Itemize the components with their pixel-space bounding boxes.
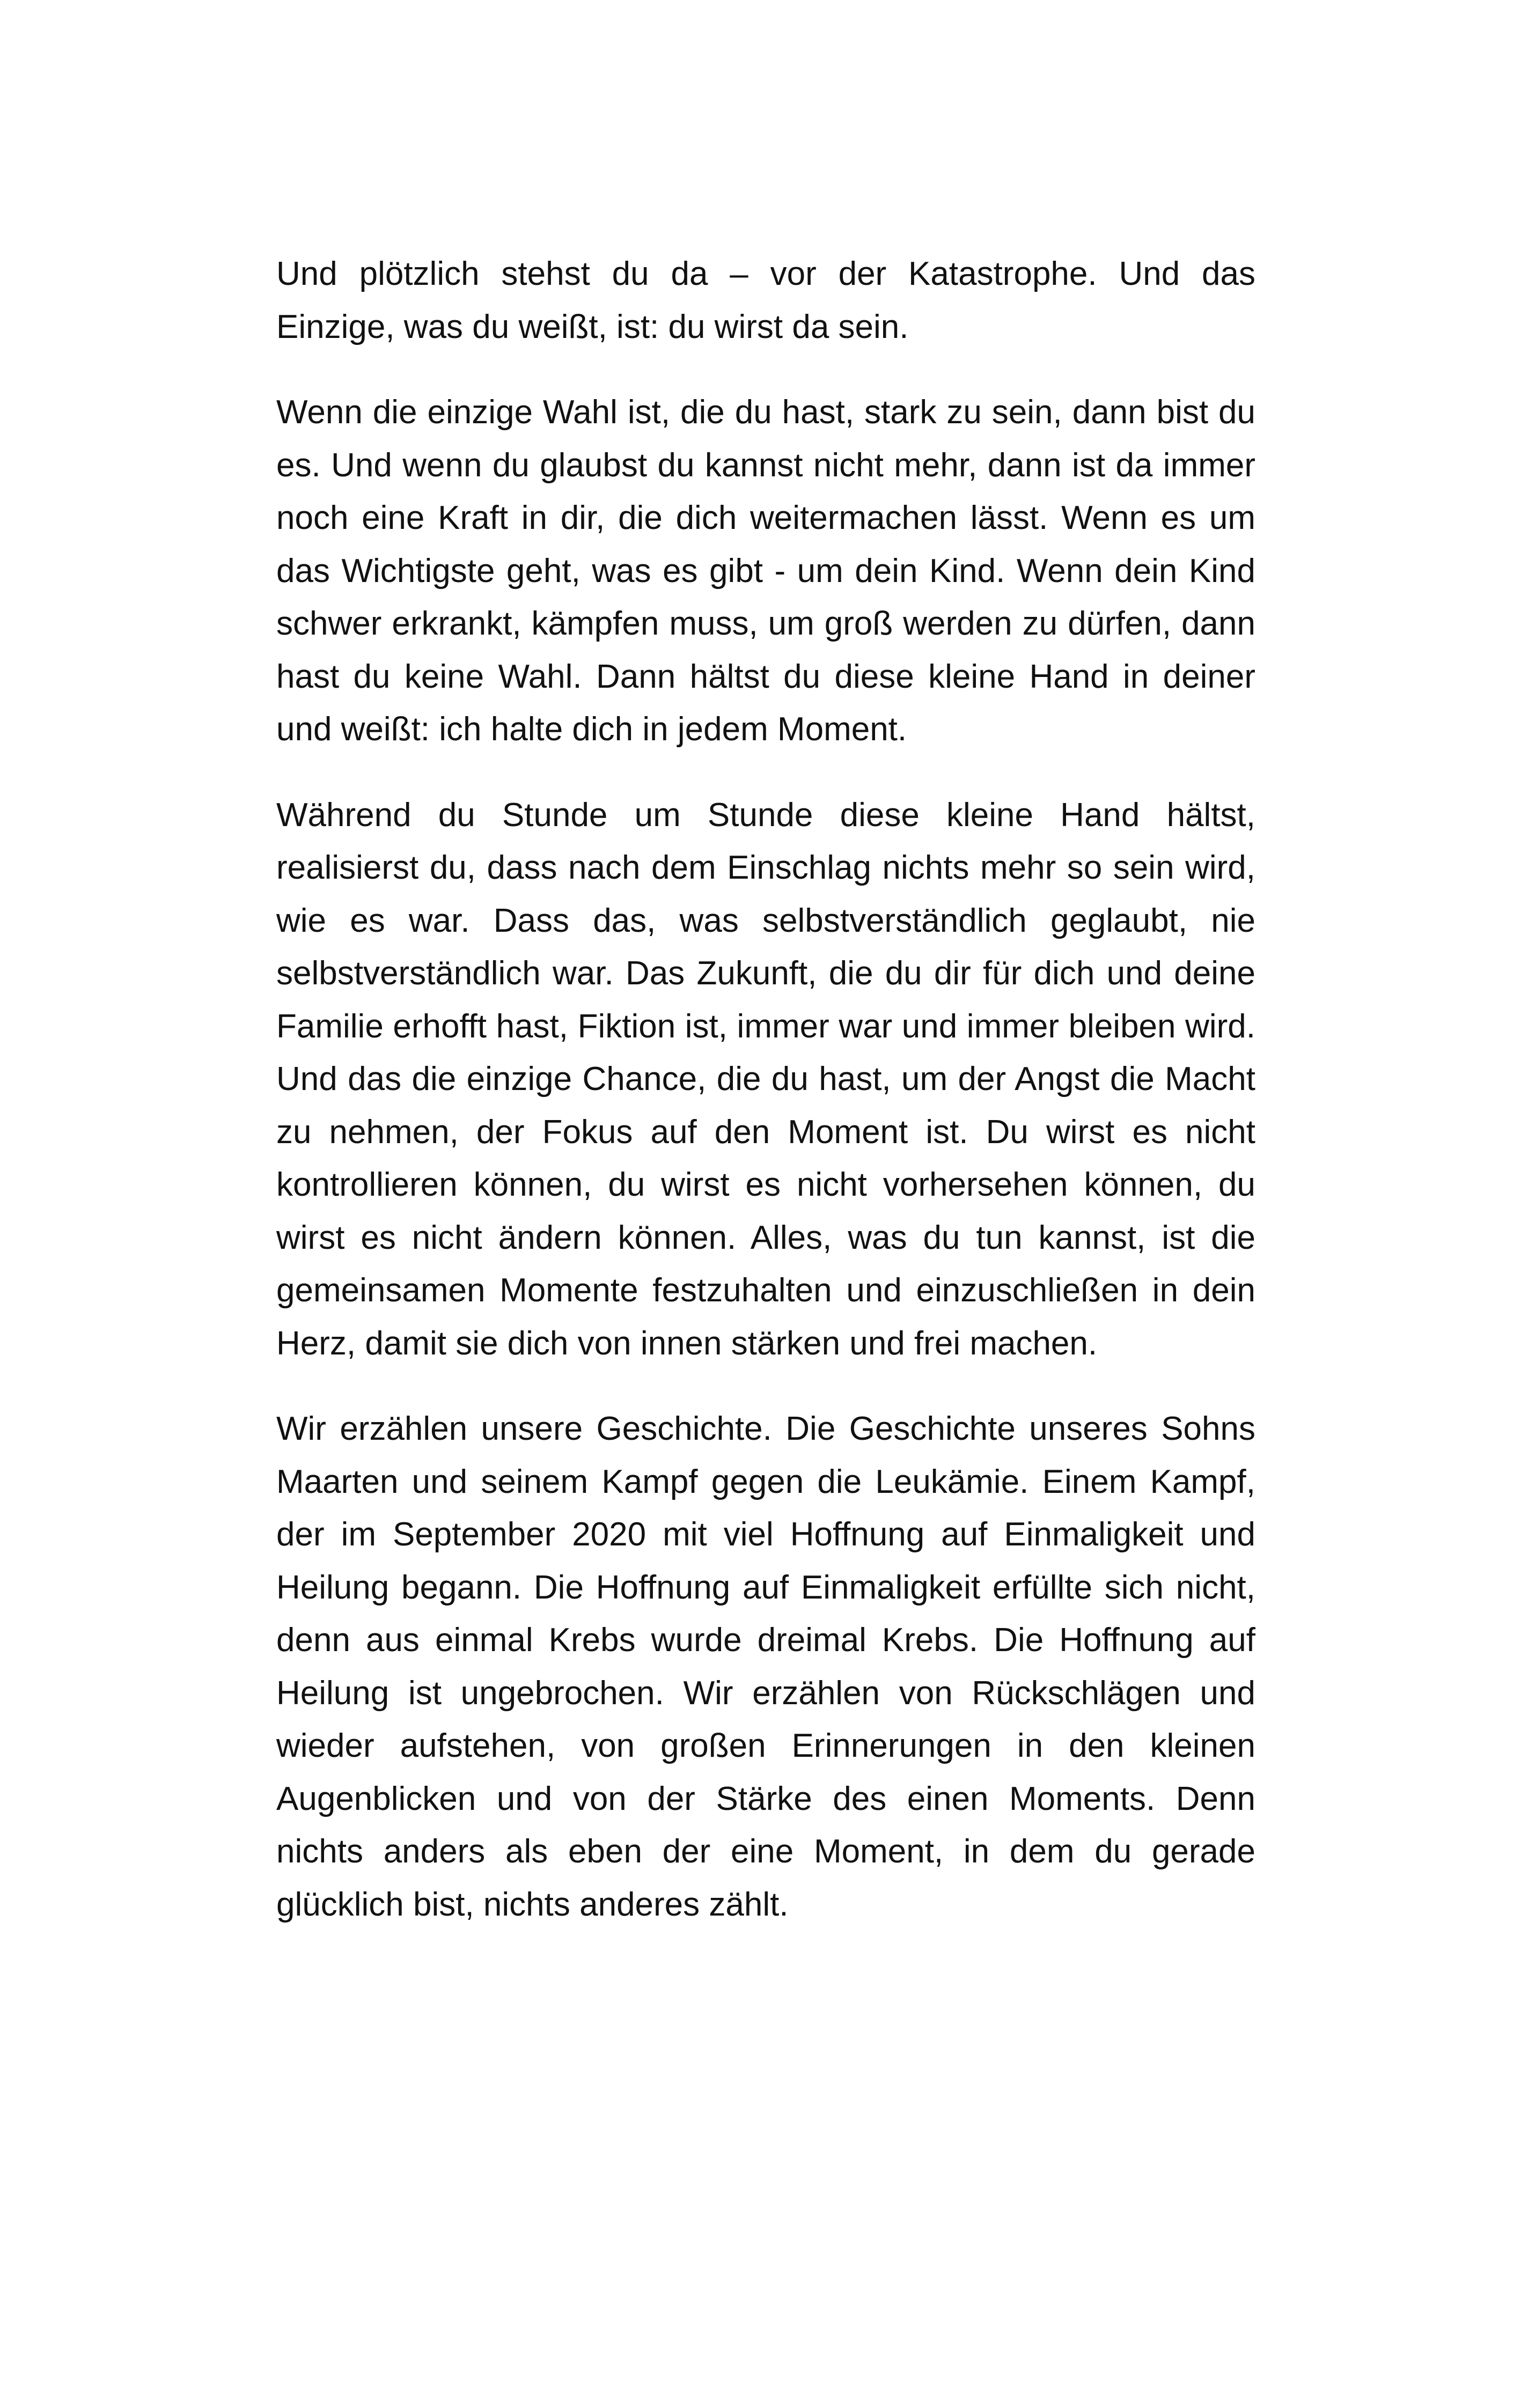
paragraph-4: Wir erzählen unsere Geschichte. Die Geschichte unseres Sohns Maarten und seinem Kampf gegen die Leukämie. Einem Kampf, der im September 2020 mit viel Hoffnung auf Einmaligkeit und Heilung begann. Die Hoffnung auf Einmaligkeit erfüllte sich nicht, denn aus einmal Krebs wurde dreimal Krebs. Die Hoffnung auf Heilung ist ungebrochen. Wir erzählen von Rückschlägen und wieder aufstehen, von großen Erinnerungen in den kleinen Augenblicken und von der Stärke des einen Moments. Denn nichts anders als eben der eine Moment, in dem du gerade glücklich bist, nichts anderes zählt. (276, 1410, 1255, 1923)
paragraph-2: Wenn die einzige Wahl ist, die du hast, stark zu sein, dann bist du es. Und wenn du glaubst du kannst nicht mehr, dann ist da immer noch eine Kraft in dir, die dich weitermachen lässt. Wenn es um das Wichtigste geht, was es gibt - um dein Kind. Wenn dein Kind schwer erkrankt, kämpfen muss, um groß werden zu dürfen, dann hast du keine Wahl. Dann hältst du diese kleine Hand in deiner und weißt: ich halte dich in jedem Moment. (276, 394, 1255, 748)
paragraph-3: Während du Stunde um Stunde diese kleine Hand hältst, realisierst du, dass nach dem Einschlag nichts mehr so sein wird, wie es war. Dass das, was selbstverständlich geglaubt, nie selbstverständlich war. Das Zukunft, die du dir für dich und deine Familie erhofft hast, Fiktion ist, immer war und immer bleiben wird. Und das die einzige Chance, die du hast, um der Angst die Macht zu nehmen, der Fokus auf den Moment ist. Du wirst es nicht kontrollieren können, du wirst es nicht vorhersehen können, du wirst es nicht ändern können. Alles, was du tun kannst, ist die gemeinsamen Momente festzuhalten und einzuschließen in dein Herz, damit sie dich von innen stärken und frei machen. (276, 796, 1255, 1362)
paragraph-1: Und plötzlich stehst du da – vor der Katastrophe. Und das Einzige, was du weißt, ist: du wirst da sein. (276, 255, 1255, 345)
body-text (276, 248, 1255, 1964)
